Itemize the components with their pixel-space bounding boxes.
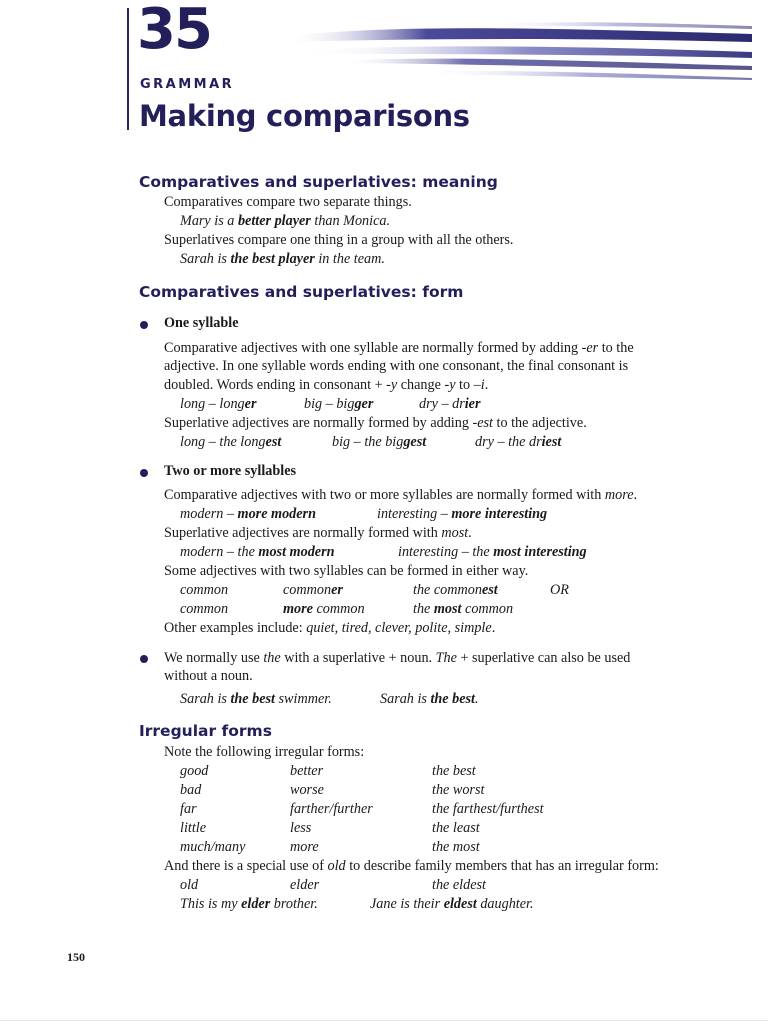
one-syllable-superlative-long: long – the longest <box>180 434 282 450</box>
irregular-base: good <box>180 763 209 779</box>
one-syllable-p1: Comparative adjectives with one syllable are normally formed by adding -er to the <box>164 340 634 356</box>
bullet-two-syllables <box>140 469 148 477</box>
one-syllable-comparative-big: big – bigger <box>304 396 374 412</box>
irregular-superlative: the most <box>432 839 480 855</box>
common-row1-superlative: the commonest <box>413 582 498 598</box>
bullet-one-syllable <box>140 321 148 329</box>
irregular-superlative: the worst <box>432 782 485 798</box>
irregular-comparative: worse <box>290 782 324 798</box>
header-rule <box>127 8 129 130</box>
header-swoosh-decoration <box>282 16 754 84</box>
old-base: old <box>180 877 199 893</box>
page-title: Making comparisons <box>139 99 470 133</box>
two-syllables-superlative-interesting: interesting – the most interesting <box>398 544 587 560</box>
irregular-base: bad <box>180 782 202 798</box>
one-syllable-p2: adjective. In one syllable words ending with one consonant, the final consonant is <box>164 358 629 374</box>
two-syllables-heading: Two or more syllables <box>164 463 297 479</box>
bullet-the-superlative <box>140 655 148 663</box>
old-comparative: elder <box>290 877 320 893</box>
section-heading-form: Comparatives and superlatives: form <box>139 283 464 301</box>
irregular-superlative: the farthest/furthest <box>432 801 544 817</box>
old-superlative: the eldest <box>432 877 486 893</box>
the-superlative-line-2: without a noun. <box>164 668 253 684</box>
two-syllables-comparative-interesting: interesting – more interesting <box>377 506 548 522</box>
unit-category: GRAMMAR <box>140 77 235 92</box>
one-syllable-superlative-big: big – the biggest <box>332 434 427 450</box>
two-syllables-comparative-modern: modern – more modern <box>180 506 316 522</box>
irregular-comparative: less <box>290 820 312 836</box>
irregular-base: little <box>180 820 207 836</box>
old-example-2: Jane is their eldest daughter. <box>370 896 534 912</box>
common-row2-comparative: more common <box>283 601 365 617</box>
irregular-superlative: the best <box>432 763 476 779</box>
two-syllables-p1: Comparative adjectives with two or more syllables are normally formed with more. <box>164 487 638 503</box>
the-superlative-example-2: Sarah is the best. <box>380 691 479 707</box>
two-syllables-p4: Other examples include: quiet, tired, clever, polite, simple. <box>164 620 496 636</box>
irregular-comparative: better <box>290 763 324 779</box>
common-row1-or: OR <box>550 582 569 598</box>
bottom-rule <box>0 1020 768 1021</box>
irregular-intro: Note the following irregular forms: <box>164 744 365 760</box>
one-syllable-heading: One syllable <box>164 315 239 331</box>
meaning-line-2: Superlatives compare one thing in a group with all the others. <box>164 232 514 248</box>
two-syllables-p3: Some adjectives with two syllables can be formed in either way. <box>164 563 529 579</box>
two-syllables-p2: Superlative adjectives are normally formed with most. <box>164 525 472 541</box>
meaning-line-1: Comparatives compare two separate things. <box>164 194 412 210</box>
common-row1-comparative: commoner <box>283 582 343 598</box>
one-syllable-p4: Superlative adjectives are normally formed by adding -est to the adjective. <box>164 415 587 431</box>
one-syllable-comparative-dry: dry – drier <box>419 396 481 412</box>
common-row1-base: common <box>180 582 229 598</box>
one-syllable-superlative-dry: dry – the driest <box>475 434 562 450</box>
irregular-base: far <box>180 801 197 817</box>
the-superlative-line-1: We normally use the with a superlative + noun. The + superlative can also be used <box>164 650 631 666</box>
irregular-superlative: the least <box>432 820 480 836</box>
two-syllables-superlative-modern: modern – the most modern <box>180 544 335 560</box>
common-row2-base: common <box>180 601 229 617</box>
meaning-example-2: Sarah is the best player in the team. <box>180 251 385 267</box>
irregular-base: much/many <box>180 839 246 855</box>
the-superlative-example-1: Sarah is the best swimmer. <box>180 691 332 707</box>
one-syllable-comparative-long: long – longer <box>180 396 257 412</box>
section-heading-meaning: Comparatives and superlatives: meaning <box>139 173 498 191</box>
irregular-comparative: more <box>290 839 319 855</box>
old-example-1: This is my elder brother. <box>180 896 318 912</box>
irregular-old-intro: And there is a special use of old to describe family members that has an irregular form: <box>164 858 659 874</box>
page-number: 150 <box>67 950 85 964</box>
meaning-example-1: Mary is a better player than Monica. <box>180 213 391 229</box>
one-syllable-p3: doubled. Words ending in consonant + -y change -y to –i. <box>164 377 489 393</box>
section-heading-irregular: Irregular forms <box>139 722 272 740</box>
common-row2-superlative: the most common <box>413 601 514 617</box>
unit-number: 35 <box>137 0 211 62</box>
irregular-comparative: farther/further <box>290 801 373 817</box>
